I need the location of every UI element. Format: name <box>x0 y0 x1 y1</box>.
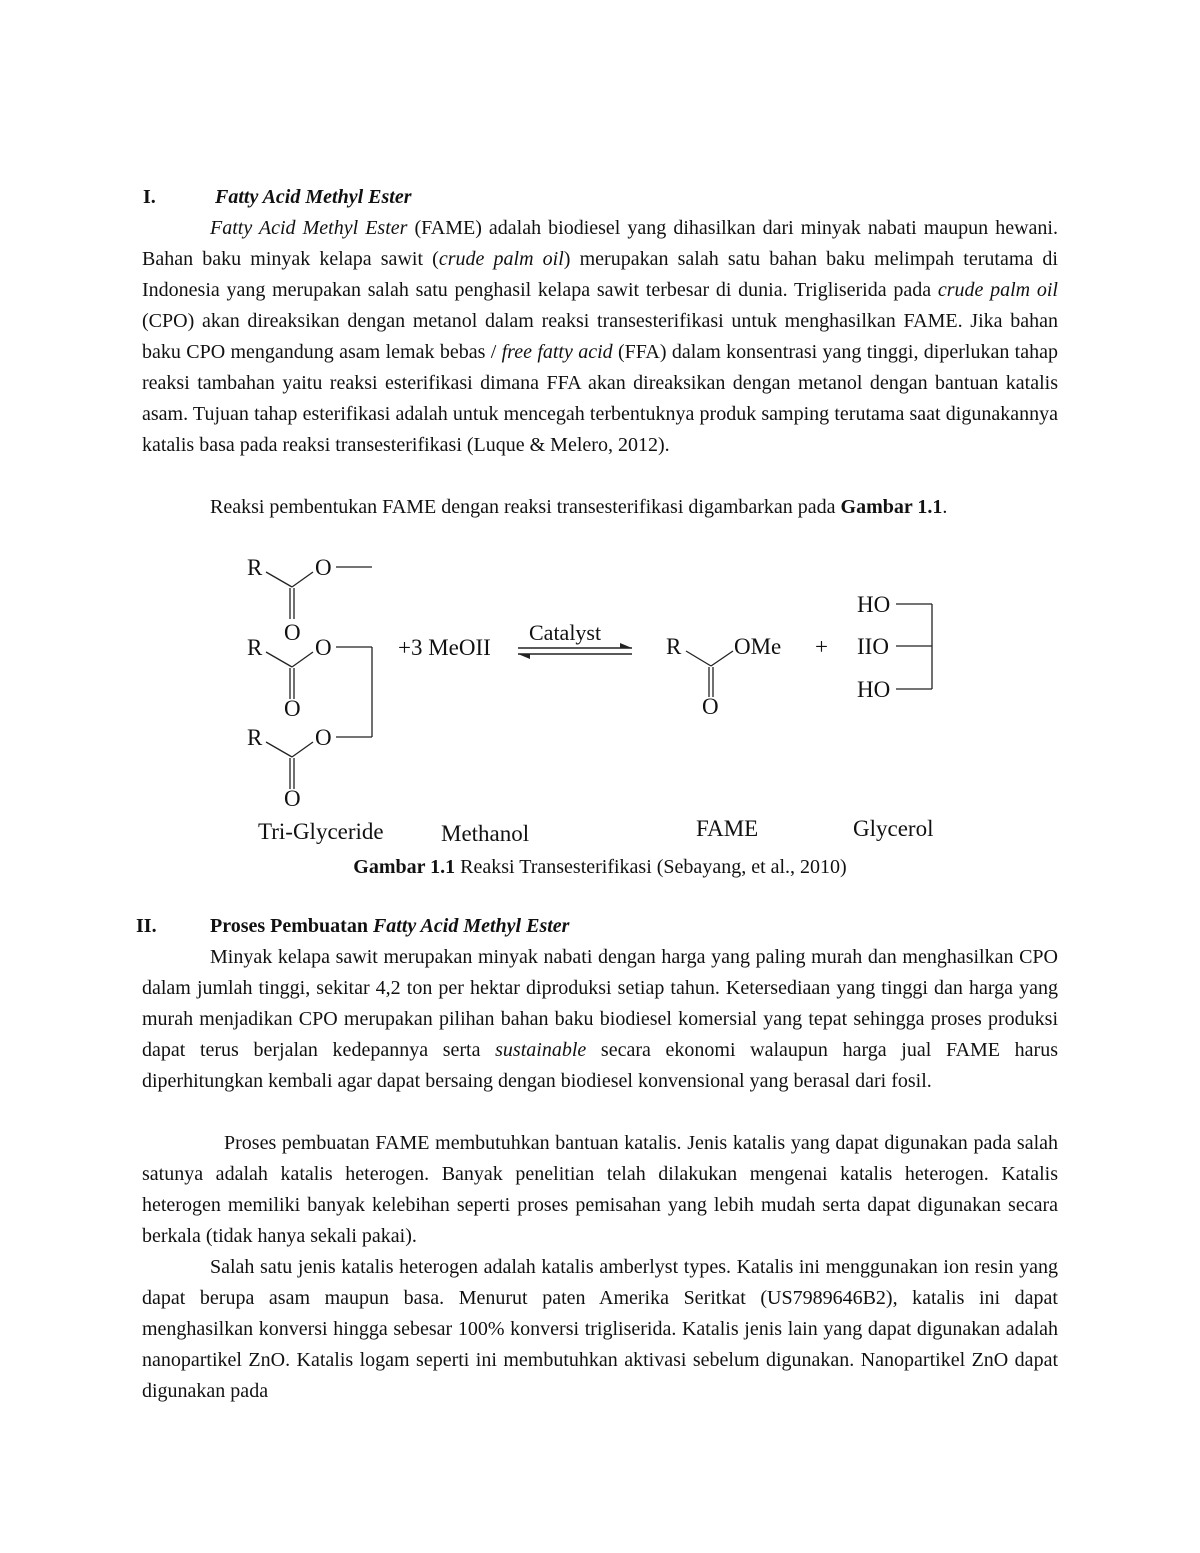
term-fame: Fatty Acid Methyl Ester <box>210 217 408 239</box>
text-run: Reaksi pembentukan FAME dengan reaksi transesterifikasi digambarkan pada <box>210 496 841 518</box>
oxygen-atom: O <box>315 555 332 580</box>
equilibrium-arrow <box>518 643 632 659</box>
oxygen-atom: O <box>284 696 301 721</box>
text-run: (CPO) akan direaksikan dengan metanol dalam reaksi transesterifikasi untuk menghasilkan FAME. Jika bahan baku CPO mengandung asam lemak bebas / <box>142 310 1058 363</box>
oxygen-atom: O <box>315 635 332 660</box>
r-group: R <box>247 725 263 750</box>
oxygen-atom: O <box>284 620 301 645</box>
term-crude-palm-oil-2: crude palm oil <box>937 279 1058 301</box>
hydroxyl-group: HO <box>857 677 891 702</box>
r-group: R <box>247 555 263 580</box>
ome-group: OMe <box>734 634 782 659</box>
section-2-paragraph-2 <box>142 1128 1058 1252</box>
label-triglyceride: Tri-Glyceride <box>258 819 384 844</box>
section-2-paragraph-3 <box>142 1252 1058 1407</box>
caption-text: Reaksi Transesterifikasi (Sebayang, et al., 2010) <box>455 856 847 878</box>
catalyst-label: Catalyst <box>529 620 602 645</box>
text-run: Minyak kelapa sawit merupakan minyak nabati dengan harga yang paling murah dan menghasilkan CPO dalam jumlah tinggi, sekitar 4,2 ton per hektar diproduksi setiap tahun. Ketersediaan yang tinggi dan harga yang murah menjadikan CPO merupakan pilihan bahan baku biodiesel komersial yang tepat sehingga proses produksi dapat terus berjalan kedepannya serta <box>142 946 1058 1061</box>
figure-bonds <box>266 567 932 789</box>
oxygen-atom: O <box>284 786 301 811</box>
methanol-reagent: +3 MeOII <box>398 635 491 660</box>
figure-reference: Gambar 1.1 <box>840 496 943 518</box>
text-run: (FFA) dalam konsentrasi yang tinggi, diperlukan tahap reaksi tambahan yaitu reaksi esterifikasi dimana FFA akan direaksikan dengan metanol dengan bantuan katalis asam. Tujuan tahap esterifikasi adalah untuk mencegah terbentuknya produk samping terutama saat digunakannya katalis basa pada reaksi transesterifikasi (Luque & Melero, 2012). <box>142 341 1058 456</box>
hydroxyl-group: IIO <box>857 634 889 659</box>
section-2-paragraph-1 <box>142 942 1058 1097</box>
oxygen-atom: O <box>315 725 332 750</box>
section-2-title: Proses Pembuatan <box>210 915 373 937</box>
text-run: secara ekonomi walaupun harga jual FAME harus diperhitungkan kembali agar dapat bersaing dengan biodiesel konvensional yang berasal dari fosil. <box>142 1039 1058 1092</box>
label-glycerol: Glycerol <box>853 816 934 841</box>
r-group: R <box>666 634 682 659</box>
hydroxyl-group: HO <box>857 592 891 617</box>
figure-caption <box>0 852 1200 882</box>
label-fame: FAME <box>696 816 759 841</box>
section-2-title-italic: Fatty Acid Methyl Ester <box>372 915 570 937</box>
caption-label: Gambar 1.1 <box>353 856 456 878</box>
text-run: . <box>942 496 948 518</box>
term-free-fatty-acid: free fatty acid <box>501 341 613 363</box>
section-2-heading <box>136 911 569 942</box>
section-2-number: II. <box>136 915 157 937</box>
text-run: Proses pembuatan FAME membutuhkan bantuan katalis. Jenis katalis yang dapat digunakan pada salah satunya adalah katalis heterogen. Banyak penelitian telah dilakukan mengenai katalis heterogen. Katalis heterogen memiliki banyak kelebihan seperti proses pemisahan yang lebih mudah serta dapat digunakan secara berkala (tidak hanya sekali pakai). <box>142 1132 1058 1247</box>
term-sustainable: sustainable <box>495 1039 587 1061</box>
text-run: Salah satu jenis katalis heterogen adalah katalis amberlyst types. Katalis ini menggunakan ion resin yang dapat berupa asam maupun basa. Menurut paten Amerika Seritkat (US7989646B2), katalis ini dapat menghasilkan konversi hingga sebesar 100% konversi trigliserida. Katalis jenis lain yang dapat digunakan adalah nanopartikel ZnO. Katalis logam seperti ini membutuhkan aktivasi sebelum digunakan. Nanopartikel ZnO dapat digunakan pada <box>142 1256 1058 1402</box>
plus-sign: + <box>815 634 828 659</box>
text-run: (FAME) adalah biodiesel yang dihasilkan dari minyak nabati maupun hewani. Bahan baku minyak kelapa sawit ( <box>142 217 1058 270</box>
label-methanol: Methanol <box>441 821 530 846</box>
r-group: R <box>247 635 263 660</box>
section-1-number: I. <box>143 186 156 208</box>
section-1-title: Fatty Acid Methyl Ester <box>215 186 412 208</box>
text-run: ) merupakan salah satu bahan baku melimpah terutama di Indonesia yang merupakan salah satu penghasil kelapa sawit terbesar di dunia. Trigliserida pada <box>142 248 1058 301</box>
term-crude-palm-oil: crude palm oil <box>438 248 564 270</box>
oxygen-atom: O <box>702 694 719 719</box>
